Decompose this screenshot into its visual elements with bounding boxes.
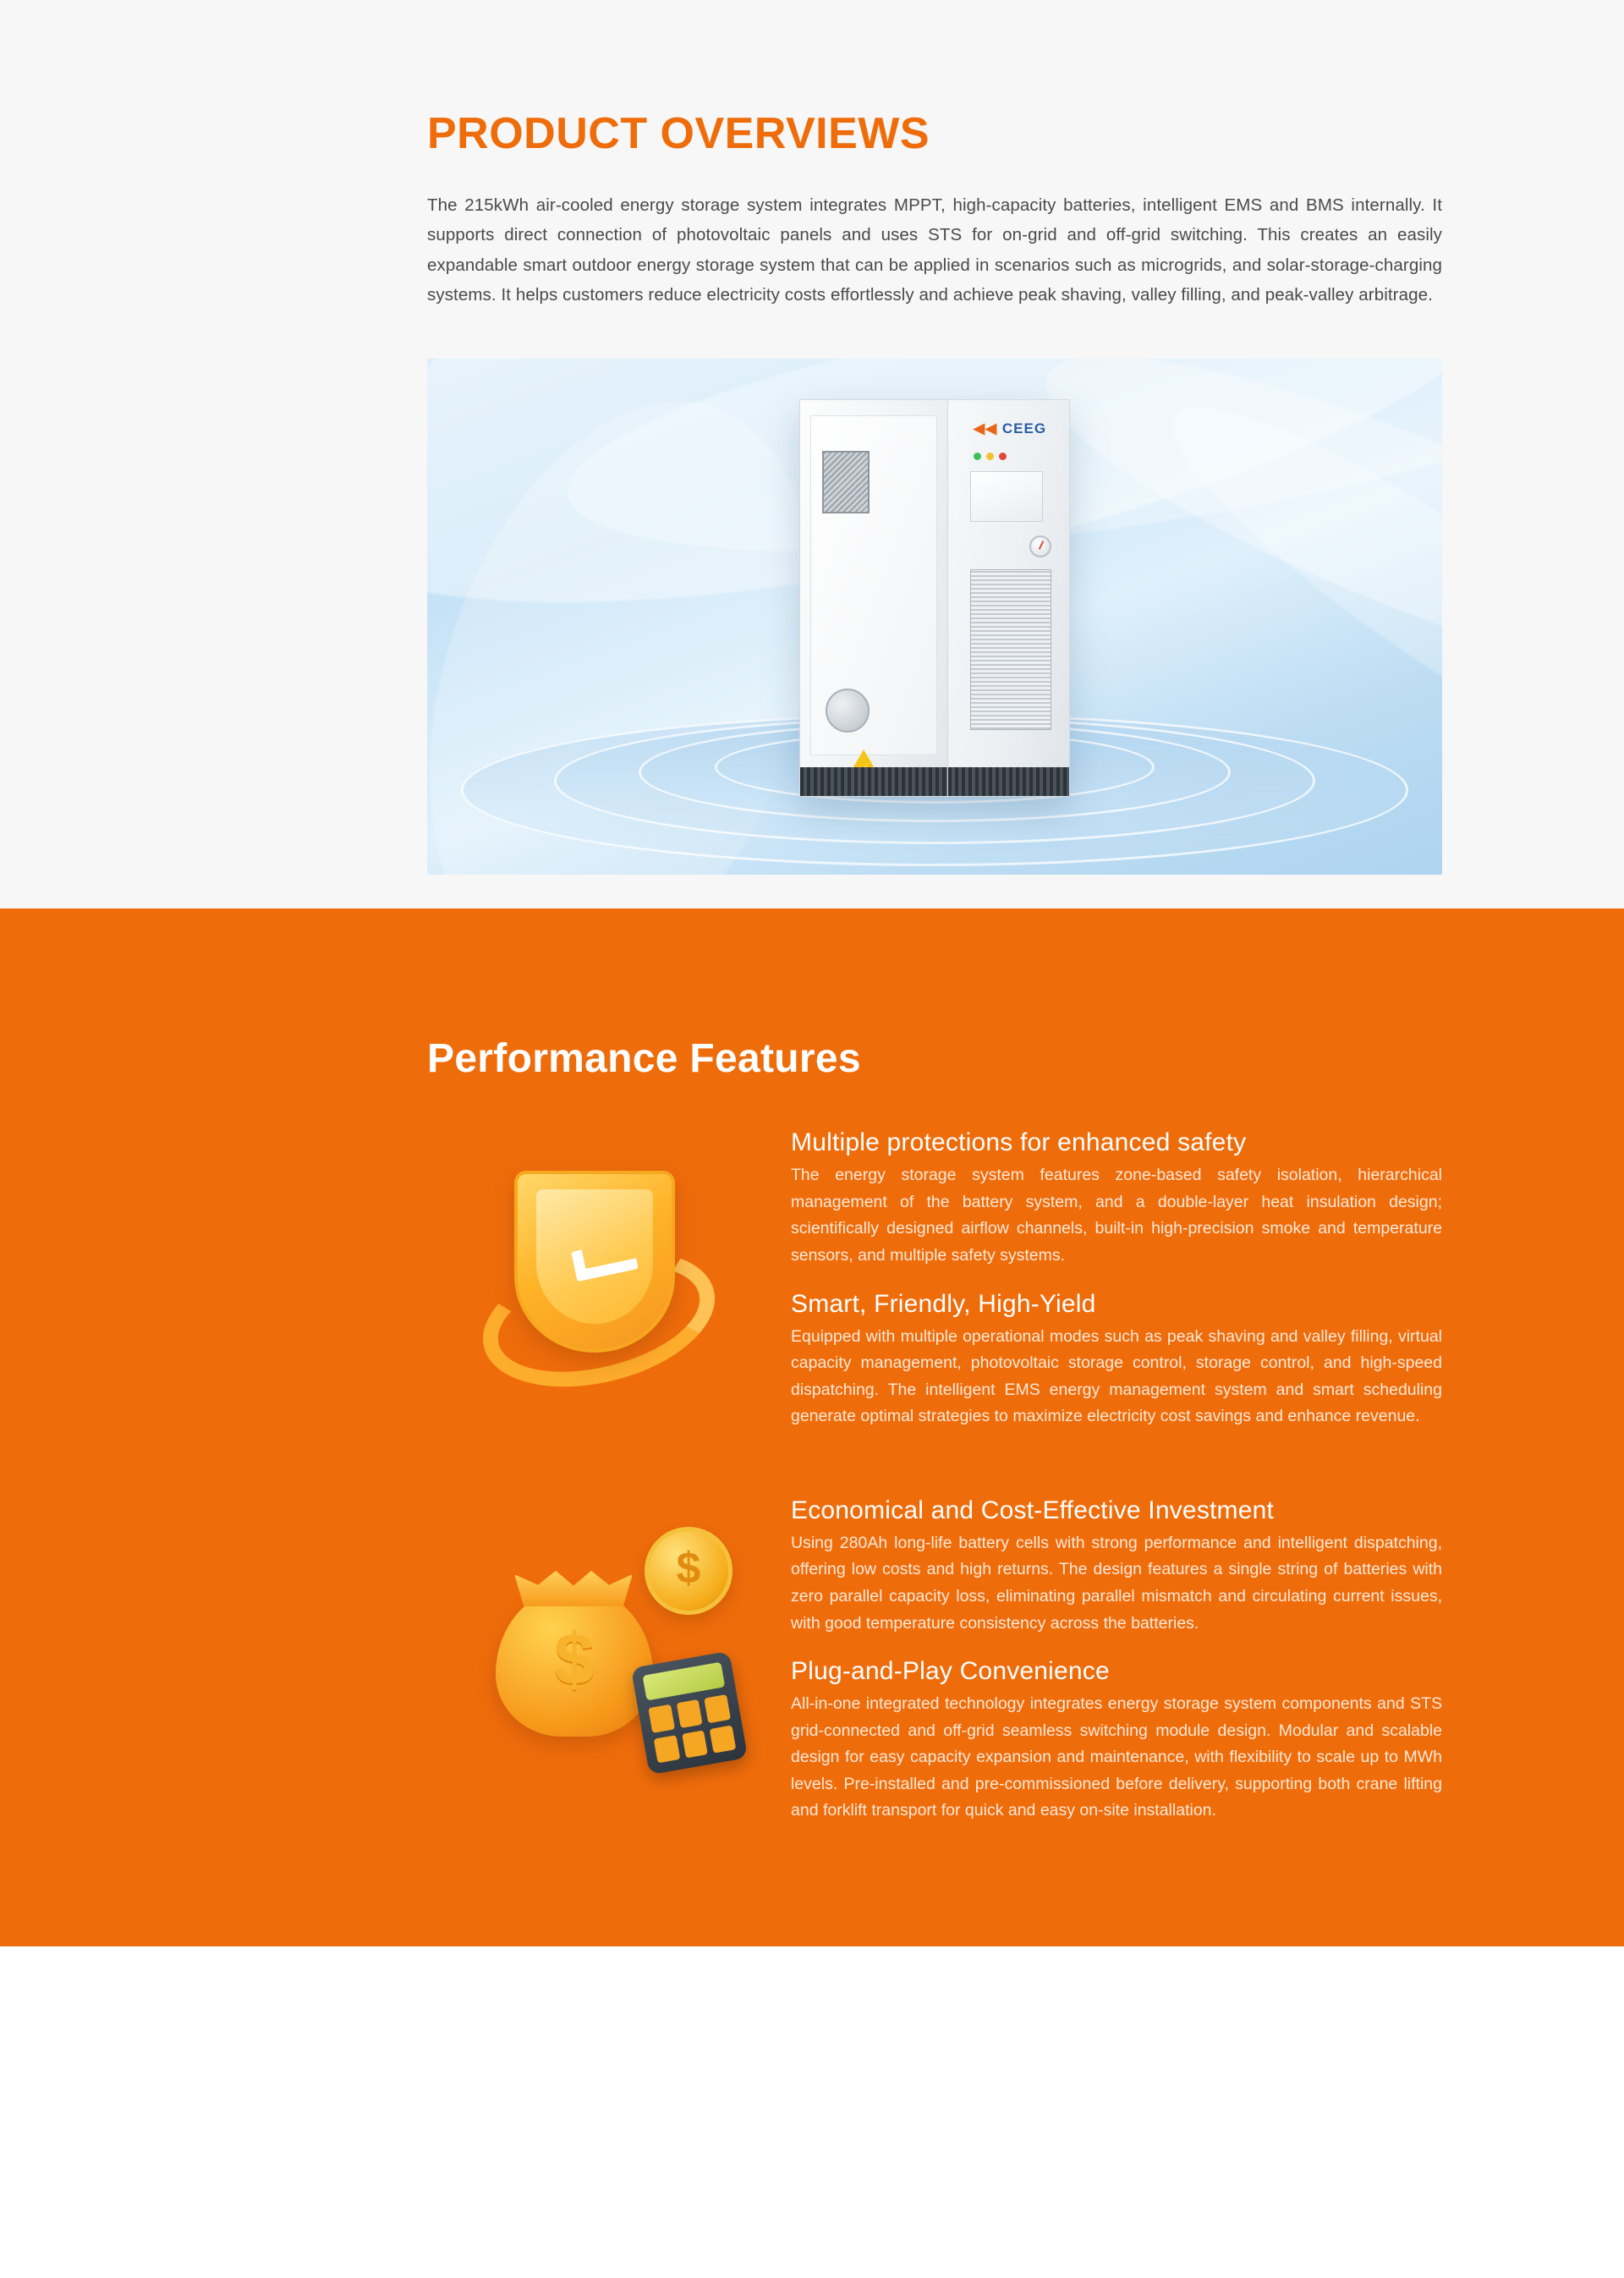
base-vent [948,767,1069,796]
calculator-key [648,1704,674,1733]
calculator-key [682,1730,708,1759]
spacer [427,1451,1324,1496]
calculator-icon [631,1651,748,1776]
product-image [427,359,1442,875]
cabinet-left-door [799,399,947,797]
product-overview-section [0,0,1624,908]
base-vent [800,767,947,796]
calculator-key [654,1735,680,1764]
calculator-screen [643,1661,726,1700]
overview-paragraph: The 215kWh air-cooled energy storage system integrates MPPT, high-capacity batteries, intelligent EMS and BMS internally. It supports direct connection of photovoltaic panels and uses STS for on-grid and off-grid switching. This creates an easily expandable smart outdoor energy storage system that can be applied in scenarios such as microgrids, and solar-storage-charging systems. It helps customers reduce electricity costs effortlessly and achieve peak shaving, valley filling, and peak-valley arbitrage. [427,195,1442,305]
status-leds [974,453,1007,460]
cabinet-right-column [947,399,1070,797]
calculator-key [676,1699,702,1728]
feature-body: All-in-one integrated technology integrates energy storage system components and STS grid-connected and off-grid seamless switching module design. Modular and scalable design for easy capacity expansion and maintenance, with flexibility to scale up to MWh levels. Pre-installed and pre-commissioned before delivery, supporting both crane lifting and forklift transport for quick and easy on-site installation. [791,1694,1442,1820]
feature-heading: Economical and Cost-Effective Investment [791,1496,1275,1524]
led-green-icon [974,453,981,460]
feature-icon-column [427,1496,782,1767]
pressure-gauge-icon [1029,535,1051,557]
calculator-keys [648,1694,736,1763]
calculator-key [705,1694,731,1723]
calculator-key [710,1725,736,1754]
performance-features-section [0,908,1624,1946]
features-content [300,908,1442,1845]
control-display [970,471,1043,522]
feature-heading: Plug-and-Play Convenience [791,1657,1110,1686]
energy-storage-cabinet [799,399,1070,797]
led-red-icon [999,453,1007,460]
vent-grille-icon [822,451,870,513]
bag-tie [514,1571,633,1606]
features-title: Performance Features [427,1036,861,1082]
shield-check-icon [465,1154,744,1433]
feature-icon-column [427,1128,782,1433]
feature-body: The energy storage system features zone-based safety isolation, hierarchical management of the battery system, and a double-layer heat insulation design; scientifically designed airflow channels, built-in high-precision smoke and temperature sensors, and multiple safety systems. [791,1166,1442,1265]
feature-heading: Multiple protections for enhanced safety [791,1128,1247,1157]
overview-content [300,0,1442,875]
gold-coin-icon [645,1527,732,1615]
money-bag-icon [496,1588,653,1737]
air-intake-mesh [970,569,1051,730]
feature-group [427,1128,1442,1451]
feature-body: Using 280Ah long-life battery cells with strong performance and intelligent dispatching, offering low costs and high returns. The design features a single string of batteries with zero parallel capacity loss, eliminating parallel mismatch and circulating current issues, with good temperature consistency across the batteries. [791,1533,1442,1633]
brand-logo: ◀◀ CEEG [974,420,1047,437]
feature-body: Equipped with multiple operational modes such as peak shaving and valley filling, virtual capacity management, photovoltaic storage control, storage control, and high-speed dispatching. The intelligent EMS energy management system and smart scheduling generate optimal strategies to maximize electricity cost savings and enhance revenue. [791,1326,1442,1426]
feature-text-column [782,1496,1442,1845]
led-yellow-icon [986,453,994,460]
fan-icon [826,689,870,733]
brand-label: CEEG [1001,420,1047,437]
feature-heading: Smart, Friendly, High-Yield [791,1289,1096,1318]
feature-text-column [782,1128,1442,1451]
feature-group [427,1496,1442,1845]
page-title: PRODUCT OVERVIEWS [427,109,930,158]
money-bag-calculator-icon [465,1522,744,1767]
